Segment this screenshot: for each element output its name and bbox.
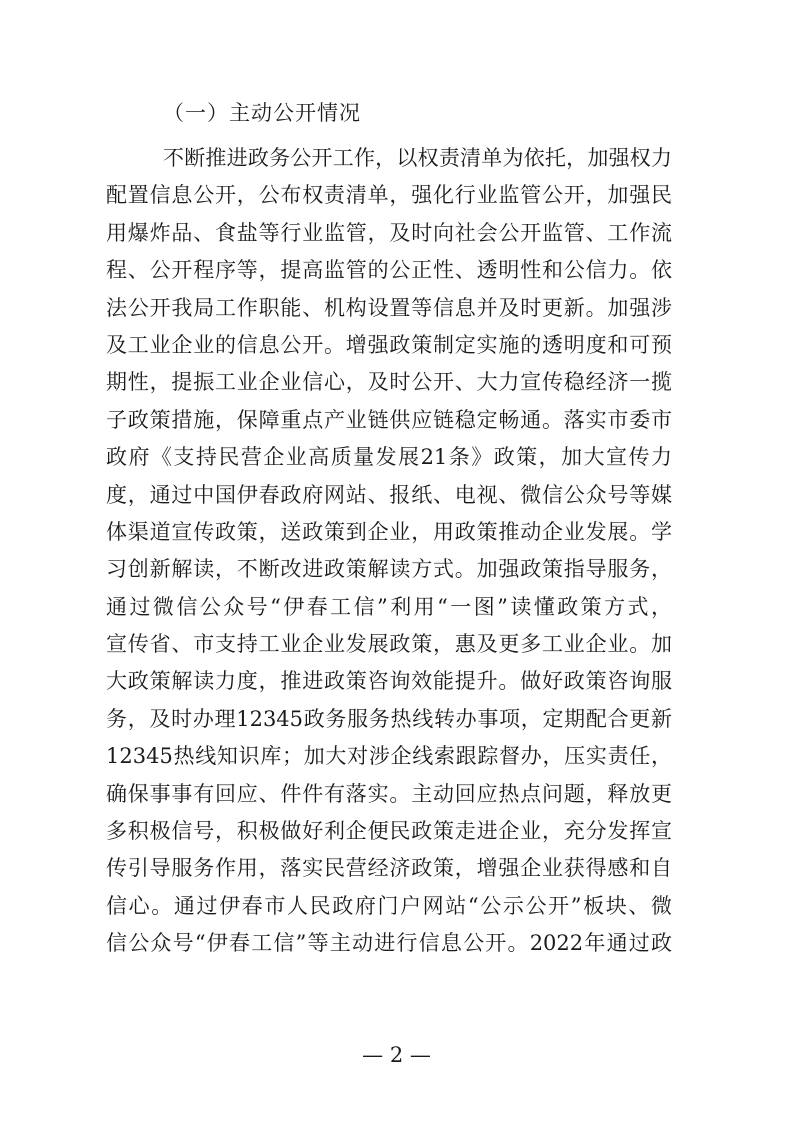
paragraph-line: 12345热线知识库；加大对涉企线索跟踪督办，压实责任， (106, 744, 672, 769)
paragraph-line: 政府《支持民营企业高质量发展21条》政策，加大宣传力 (106, 445, 672, 470)
paragraph-line: 传引导服务作用，落实民营经济政策，增强企业获得感和自 (106, 856, 672, 881)
paragraph-line: 通过微信公众号“伊春工信”利用“一图”读懂政策方式， (106, 594, 672, 619)
paragraph-line: 务，及时办理12345政务服务热线转办事项，定期配合更新 (106, 706, 672, 731)
paragraph-line: 体渠道宣传政策，送政策到企业，用政策推动企业发展。学 (106, 519, 672, 544)
paragraph-line: 习创新解读，不断改进政策解读方式。加强政策指导服务， (106, 557, 672, 582)
paragraph-line: 信公众号“伊春工信”等主动进行信息公开。2022年通过政 (106, 931, 672, 956)
paragraph-line: 不断推进政务公开工作，以权责清单为依托，加强权力 (163, 146, 672, 170)
paragraph-line: 多积极信号，积极做好利企便民政策走进企业，充分发挥宣 (106, 819, 672, 844)
paragraph-line: 宣传省、市支持工业企业发展政策，惠及更多工业企业。加 (106, 632, 672, 657)
paragraph-line: 期性，提振工业企业信心，及时公开、大力宣传稳经济一揽 (106, 370, 672, 395)
paragraph-line: 确保事事有回应、件件有落实。主动回应热点问题，释放更 (106, 781, 672, 806)
body-paragraph (106, 140, 672, 963)
paragraph-line: 信心。通过伊春市人民政府门户网站“公示公开”板块、微 (106, 893, 672, 918)
paragraph-line: 法公开我局工作职能、机构设置等信息并及时更新。加强涉 (106, 295, 672, 320)
paragraph-line: 及工业企业的信息公开。增强政策制定实施的透明度和可预 (106, 332, 672, 357)
paragraph-line: 程、公开程序等，提高监管的公正性、透明性和公信力。依 (106, 258, 672, 283)
paragraph-line: 子政策措施，保障重点产业链供应链稳定畅通。落实市委市 (106, 407, 672, 432)
paragraph-line: 度，通过中国伊春政府网站、报纸、电视、微信公众号等媒 (106, 482, 672, 507)
paragraph-line: 用爆炸品、食盐等行业监管，及时向社会公开监管、工作流 (106, 220, 672, 245)
paragraph-line: 配置信息公开，公布权责清单，强化行业监管公开，加强民 (106, 183, 672, 208)
section-heading: （一）主动公开情况 (163, 101, 361, 125)
page-number: — 2 — (362, 1043, 431, 1067)
paragraph-line: 大政策解读力度，推进政策咨询效能提升。做好政策咨询服 (106, 669, 672, 694)
